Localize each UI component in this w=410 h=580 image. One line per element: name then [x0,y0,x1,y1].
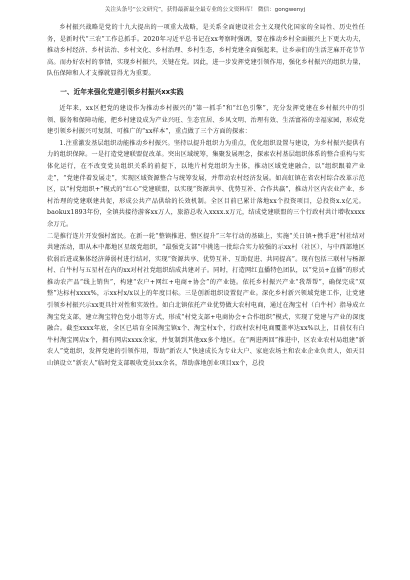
point-1-paragraph: 1.注重激发基层组织动能推动乡村振兴。坚持以提升组织力为重点，优化组织设置与建设，为乡村振兴提供有力的组织保障。一是打造党建联盟促改革。突出区域统筹，集聚发展理念，探索农村基层组织体系的整合重构与实体化运行，在不改变党员组织关系的前提下，以地片村党组织为主体，推动区域党建融合，以“组织跟着产业走”，“党建伴着发展走”，实现区域资源整合与统筹发展，并带动农村经济发展。如高虹镇在省农村综合改革示范区，以“村党组织+”模式的“红心”党建联盟，以实现“资源共享、优势互补、合作共赢”，推动片区内农业产业、乡村治理的党建联建共促，形成公共产品供给的长效机制。全区目前已累计落地xx个投资项目，总投资x.x亿元。baokux1893年份，全镇共接待游客xx万人，旅游总收入xxxx.x万元，结成党建联盟的三个行政村共计增收xxxx余万元。 [47,139,365,228]
header-banner: 关注头条号“公文研究”，获得最新最全最专业的公文资料库！ 微信：gongwenyj [104,7,306,13]
document-body [47,22,365,370]
section-heading: 一、近年来强化党建引领乡村振兴xx实践 [60,87,184,96]
point-1-continuation: 二是推行连片开发强村富民。在新一轮“整镇推进、整区提升”三年行动的基础上，实施“关日镇+携手进”村社结对共建活动，即从本中都地区星级党组织，“最强党支部”中挑选一批综合实力较强的示xx村（社区），与中西部地区软弱后进或集体经济薄弱村进行结对，实现“资源共享、优势互补、互助促进、共同提高”。现有包括三联村与杨源村、白牛村与五星村在内的xx对村社党组织结成共建对子。同时，打造网红直播特色团队，以“党员+直播”的形式推动农产品“线上销售”，构建“农户+网红+电商+协会”的产业链。依托乡村振兴产业“我帮帮”，确保完成“双整”达标村xxxx%，示xx村x/x以上的年度目标。三是创新组织设置促产业。深化乡村新兴领域党建工作，让党建引领乡村振兴示xx更具针对性和实效性。如白北镇依托产业优势做大农村电商，通过在淘宝村（白牛村）指导成立淘宝党支部，建立淘宝特色党小组等方式，形成“村党支部+电商协会+合作组织”模式，实现了党建与产业的深度融合。截至xxxx年底，全区已培育全国淘宝镇x个、淘宝村x个，行政村农村电商覆盖率达xx%以上，目前仅有白牛村淘宝网店x个，拥有网店xxxx余家，并复制到其他xx多个地区。在“两进两回”推进中，区农业农村局组建“新农人”党组织，发挥党建的引领作用，帮助“新农人”快速成长为专业大户、家庭农场主和农业企业负责人，如天目山镇设立“新农人”临时党支部吸收党员xx余名，帮助落地创业项目xx个，总投 [47,232,365,368]
intro-paragraph: 乡村振兴战略是党的十九大提出的一项重大战略，是关系全面建设社会主义现代化国家的全局性、历史性任务，是新时代“三农”工作总抓手。2020年习近平总书记在xx考察时强调，要在推动乡村全面振兴上下更大功夫，推动乡村经济、乡村法治、乡村文化、乡村治理、乡村生态，乡村党建全面强起来，让乡亲们的生活芝麻开花节节高。而办好农村的事情，实现乡村振兴，关键在党。因此，进一步发挥党建引领作用，强化乡村振兴的组织力量，队伍保障和人才支撑就显得尤为重要。 [47,24,365,78]
section-intro-paragraph: 近年来，xx区把党的建设作为推动乡村振兴的“第一抓手”和“红色引擎”，充分发挥党建在乡村振兴中的引领、服务和保障功能，把乡村建设成为产业兴旺、生态宜居、乡风文明、治理有效、生活富裕的幸福家园，形成党建引领乡村振兴可复制、可推广的“xx样本”，重点做了三个方面的探索： [47,104,365,136]
